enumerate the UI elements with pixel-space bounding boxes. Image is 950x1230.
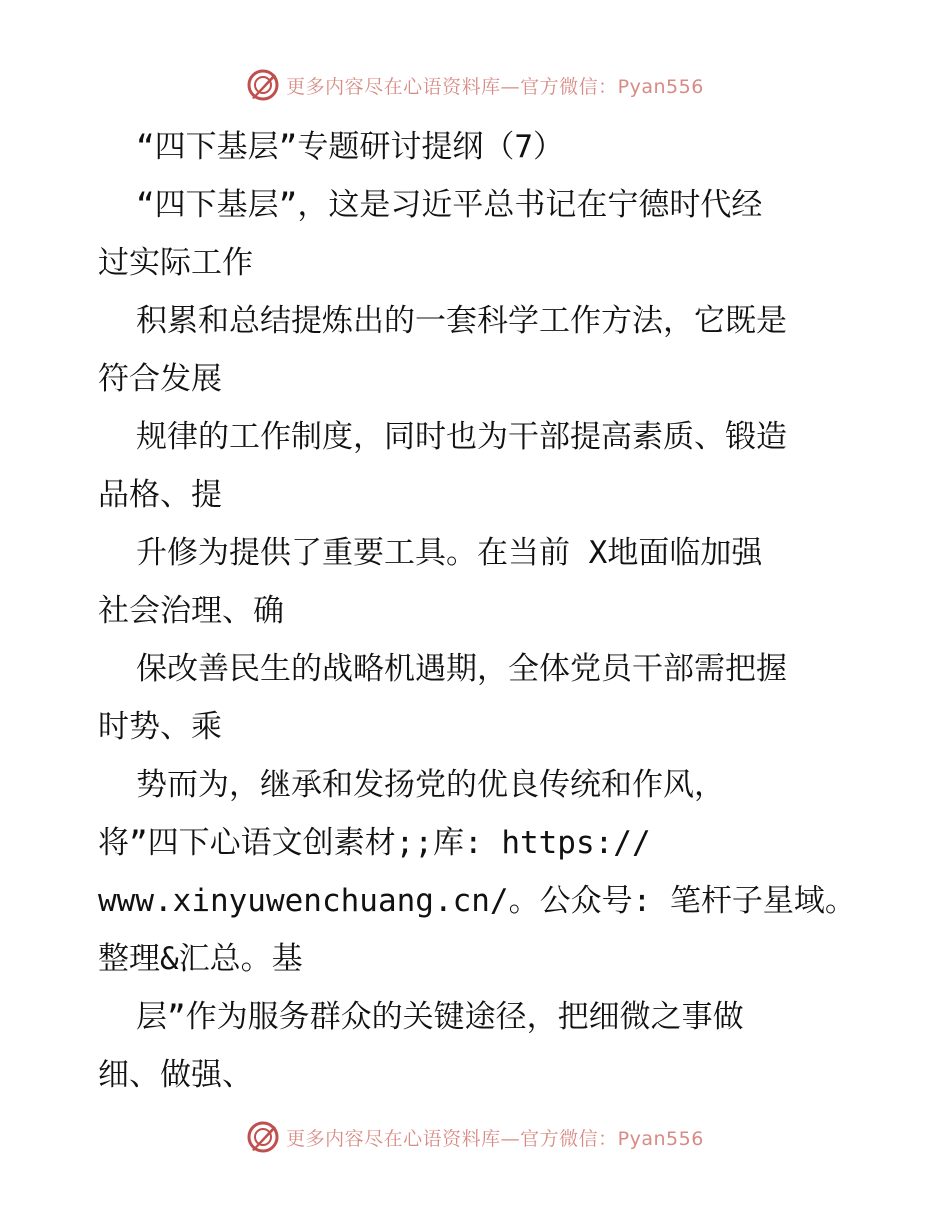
document-title: “四下基层”专题研讨提纲（7） <box>136 129 564 165</box>
document-line: 整理&汇总。基 <box>98 941 303 977</box>
quill-logo-icon <box>246 1120 280 1154</box>
document-line: 层”作为服务群众的关键途径，把细微之事做 <box>136 999 744 1035</box>
banner-text <box>286 1124 704 1151</box>
document-line: 品格、提 <box>98 477 222 513</box>
document-line: 升修为提供了重要工具。在当前 X地面临加强 <box>136 535 763 571</box>
document-line: 势而为，继承和发扬党的优良传统和作风， <box>136 767 725 803</box>
banner-label: 更多内容尽在心语资料库—官方微信： <box>286 75 618 98</box>
document-line: 将”四下心语文创素材;;库: https:// <box>98 825 651 861</box>
banner-wechat-id: Pyan556 <box>617 1127 704 1150</box>
document-line: 符合发展 <box>98 361 222 397</box>
document-line: 社会治理、确 <box>98 593 284 629</box>
banner-label: 更多内容尽在心语资料库—官方微信： <box>286 1127 618 1150</box>
document-line: www.xinyuwenchuang.cn/。公众号: 笔杆子星域。 <box>98 883 856 919</box>
document-line: 时势、乘 <box>98 709 222 745</box>
document-line: “四下基层”，这是习近平总书记在宁德时代经 <box>136 187 763 223</box>
document-line: 过实际工作 <box>98 245 253 281</box>
banner-text <box>286 72 704 99</box>
document-line: 规律的工作制度，同时也为干部提高素质、锻造 <box>136 419 787 455</box>
document-line: 细、做强、 <box>98 1057 253 1093</box>
document-body <box>98 118 858 1104</box>
document-line: 保改善民生的战略机遇期，全体党员干部需把握 <box>136 651 787 687</box>
quill-logo-icon <box>246 68 280 102</box>
header-banner <box>0 68 950 102</box>
footer-banner <box>0 1120 950 1154</box>
banner-wechat-id: Pyan556 <box>617 75 704 98</box>
document-line: 积累和总结提炼出的一套科学工作方法，它既是 <box>136 303 787 339</box>
